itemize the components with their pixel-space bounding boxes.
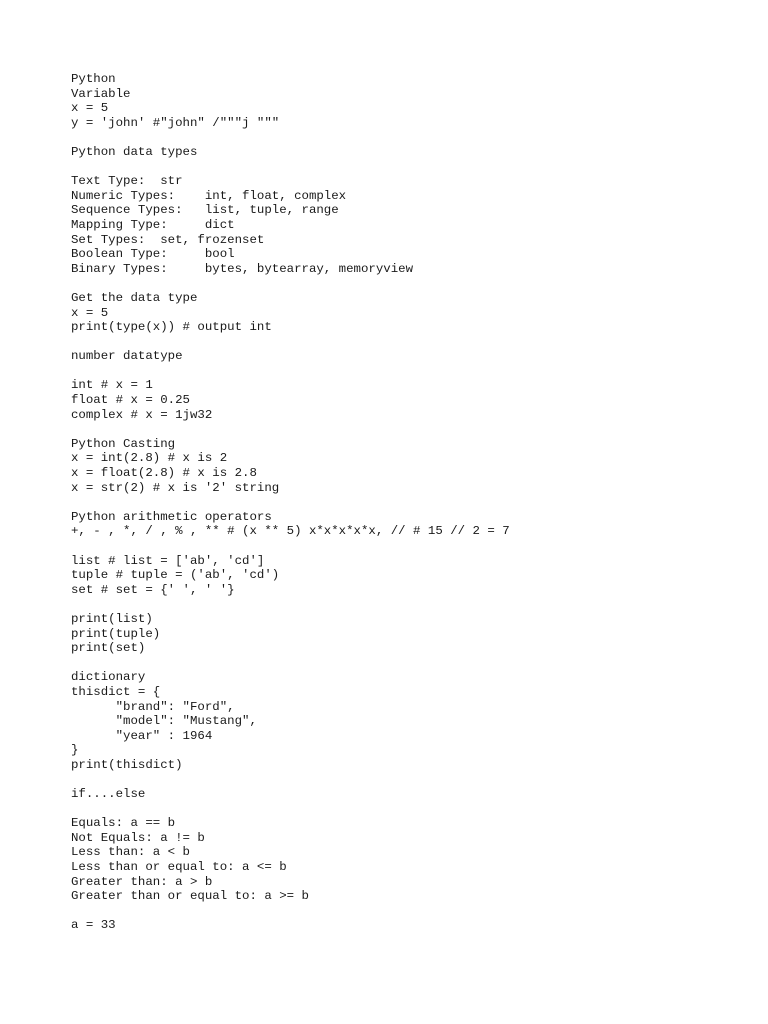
text-line: Greater than or equal to: a >= b — [71, 889, 309, 904]
text-line: Binary Types: bytes, bytearray, memoryview — [71, 261, 414, 276]
text-line: Python — [71, 72, 116, 86]
text-line: int # x = 1 — [71, 378, 153, 393]
text-line: Boolean Type: bool — [71, 247, 235, 262]
text-line: x = 5 — [71, 101, 109, 116]
text-line: Text Type: str — [71, 174, 183, 189]
text-line — [71, 130, 751, 145]
text-line: print(tuple) — [71, 626, 161, 641]
text-line: print(type(x)) # output int — [71, 320, 272, 335]
text-line: tuple # tuple = ('ab', 'cd') — [71, 568, 280, 583]
text-line: Python arithmetic operators — [71, 509, 272, 524]
text-line: Equals: a == b — [71, 816, 176, 831]
text-line: "model": "Mustang", — [71, 714, 257, 729]
text-line: Python data types — [71, 144, 198, 159]
text-line: float # x = 0.25 — [71, 393, 190, 408]
text-line: "brand": "Ford", — [71, 699, 235, 714]
text-line: Less than or equal to: a <= b — [71, 860, 287, 875]
text-line: "year" : 1964 — [71, 728, 213, 743]
text-line: Numeric Types: int, float, complex — [71, 188, 347, 203]
text-line: +, - , *, / , % , ** # (x ** 5) x*x*x*x*x, // # 15 // 2 = 7 — [71, 524, 510, 539]
text-line: Less than: a < b — [71, 845, 190, 860]
text-line — [71, 656, 751, 671]
text-line: list # list = ['ab', 'cd'] — [71, 553, 265, 568]
text-line: Mapping Type: dict — [71, 217, 235, 232]
text-line: y = 'john' #"john" /"""j """ — [71, 115, 280, 130]
text-line — [71, 160, 751, 175]
text-line: print(thisdict) — [71, 757, 183, 772]
text-line — [71, 335, 751, 350]
text-line: complex # x = 1jw32 — [71, 407, 213, 422]
text-line — [71, 802, 751, 817]
text-line — [71, 597, 751, 612]
text-line: number datatype — [71, 349, 183, 364]
text-line — [71, 773, 751, 788]
text-line: dictionary — [71, 670, 146, 685]
text-line: Variable — [71, 86, 131, 101]
text-line: Python Casting — [71, 436, 176, 451]
text-line — [71, 495, 751, 510]
text-line: x = int(2.8) # x is 2 — [71, 451, 228, 466]
text-line: x = 5 — [71, 305, 109, 320]
document-text — [71, 72, 751, 933]
text-line: x = str(2) # x is '2' string — [71, 480, 280, 495]
text-line: thisdict = { — [71, 684, 161, 699]
text-line — [71, 422, 751, 437]
text-line: if....else — [71, 787, 146, 802]
text-line: print(set) — [71, 641, 146, 656]
text-line: Greater than: a > b — [71, 874, 213, 889]
text-line: x = float(2.8) # x is 2.8 — [71, 466, 257, 481]
text-line — [71, 904, 751, 919]
text-line — [71, 364, 751, 379]
text-line: set # set = {' ', ' '} — [71, 582, 235, 597]
text-line — [71, 539, 751, 554]
text-line: Sequence Types: list, tuple, range — [71, 203, 339, 218]
text-line: a = 33 — [71, 918, 116, 933]
text-line: Not Equals: a != b — [71, 830, 205, 845]
text-line — [71, 276, 751, 291]
text-line: Set Types: set, frozenset — [71, 232, 265, 247]
text-line: print(list) — [71, 611, 153, 626]
text-line: Get the data type — [71, 290, 198, 305]
text-line: } — [71, 743, 79, 758]
